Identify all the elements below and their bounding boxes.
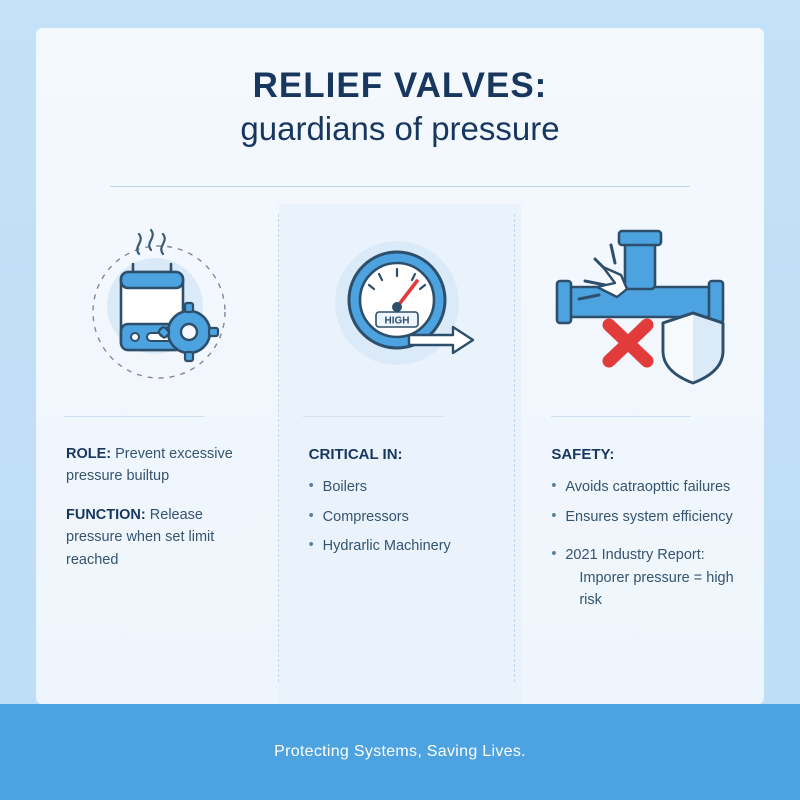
role-paragraph	[66, 443, 253, 488]
list-item: • Ensures system efficiency	[551, 506, 738, 528]
note-line-1: 2021 Industry Report:	[565, 547, 705, 564]
content-card	[36, 28, 764, 704]
boiler-gear-icon	[42, 204, 273, 416]
burst-pipe-shield-icon	[527, 204, 758, 416]
column-safety-text	[527, 417, 758, 612]
function-text: Release pressure when set limit reached	[66, 506, 215, 568]
page-subtitle: guardians of pressure	[240, 110, 560, 148]
list-item: • Boilers	[309, 476, 496, 498]
title-block	[36, 66, 764, 151]
note-line-2: Imporer pressure = high risk	[579, 569, 734, 609]
role-label: ROLE:	[66, 446, 112, 462]
column-safety	[521, 204, 764, 704]
list-item: • Avoids catraopttic failures	[551, 476, 738, 498]
list-item: • Hydrarlic Machinery	[309, 535, 496, 557]
pressure-gauge-icon	[285, 204, 516, 416]
note-list	[551, 544, 738, 611]
title-divider	[110, 186, 690, 187]
function-paragraph	[66, 504, 253, 571]
safety-heading: SAFETY:	[551, 446, 615, 463]
column-role-text	[42, 417, 273, 571]
column-separator-2	[514, 214, 515, 682]
safety-list	[551, 476, 738, 528]
column-separator-1	[278, 214, 279, 682]
role-text: Prevent excessive pressure builtup	[66, 446, 233, 485]
list-item: • Compressors	[309, 506, 496, 528]
columns-container	[36, 204, 764, 704]
gauge-label-text: HIGH	[384, 315, 410, 327]
critical-list	[309, 476, 496, 557]
column-role	[36, 204, 279, 704]
critical-heading: CRITICAL IN:	[308, 446, 403, 463]
function-label: FUNCTION:	[66, 506, 146, 523]
page-title: RELIEF VALVES:	[252, 66, 548, 105]
footer-band	[0, 704, 800, 800]
column-critical	[279, 204, 522, 704]
column-critical-text	[285, 417, 516, 558]
list-item	[551, 544, 738, 611]
industry-report-note	[551, 544, 738, 611]
footer-tagline: Protecting Systems, Saving Lives.	[274, 743, 526, 760]
